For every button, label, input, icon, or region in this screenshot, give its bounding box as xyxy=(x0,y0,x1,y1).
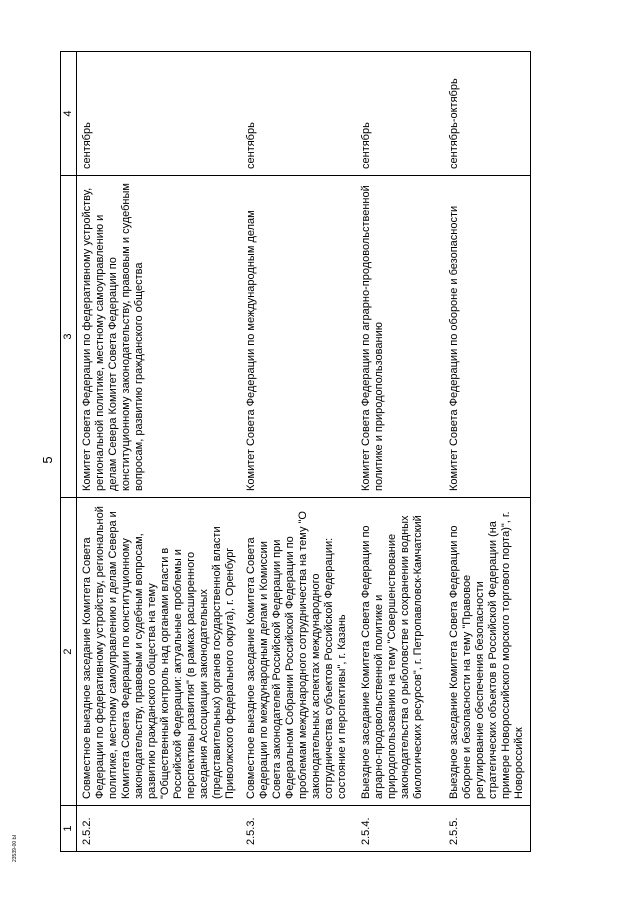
header-cell: 3 xyxy=(61,176,77,498)
table-header-row xyxy=(61,52,77,852)
header-cell: 4 xyxy=(61,52,77,176)
event-date: сентябрь-октябрь xyxy=(444,52,531,176)
responsible-committee: Комитет Совета Федерации по аграрно-продовольственной политике и природопользованию xyxy=(356,176,444,498)
responsible-committee: Комитет Совета Федерации по международным делам xyxy=(241,176,356,498)
event-description: Выездное заседание Комитета Совета Федерации по аграрно-продовольственной политике и природопользованию на тему "Совершенствование законодательства о рыболовстве и сохранении водных биологических ресурсов", г. Петропавловск-Камчатский xyxy=(356,498,444,806)
header-cell: 1 xyxy=(61,806,77,852)
header-cell: 2 xyxy=(61,498,77,806)
event-date: сентябрь xyxy=(356,52,444,176)
footer-code: 23539-00 Ы xyxy=(12,835,18,862)
event-description: Совместное выездное заседание Комитета Совета Федерации по международным делам и Комиссии Совета законодателей Российской Федерации при Федеральном Собрании Российской Федерации по проблемам международного сотрудничества на тему "О законодательных аспектах международного сотрудничества субъектов Российской Федерации: состояние и перспективы", г. Казань xyxy=(241,498,356,806)
table-row xyxy=(356,52,444,852)
schedule-table xyxy=(60,51,531,852)
event-date: сентябрь xyxy=(241,52,356,176)
row-number: 2.5.4. xyxy=(356,806,444,852)
row-number: 2.5.2. xyxy=(77,806,242,852)
table-row xyxy=(444,52,531,852)
rotated-table-wrapper xyxy=(60,52,525,852)
event-description: Выездное заседание Комитета Совета Федерации по обороне и безопасности на тему "Правовое регулирование обеспечения безопасности стратегических объектов в Российской Федерации (на примере Новороссийского морского торгового порта)", г. Новороссийск xyxy=(444,498,531,806)
responsible-committee: Комитет Совета Федерации по федеративному устройству, региональной политике, местному самоуправлению и делам Севера Комитет Совета Федерации по конституционному законодательству, правовым и судебным вопросам, развитию гражданского общества xyxy=(77,176,242,498)
table-row xyxy=(241,52,356,852)
event-description: Совместное выездное заседание Комитета Совета Федерации по федеративному устройству, региональной политике, местному самоуправлению и делам Севера и Комитета Совета Федерации по конституционному законодательству, правовым и судебным вопросам, развитию гражданского общества на тему "Общественный контроль над органами власти в Российской Федерации: актуальные проблемы и перспективы развития" (в рамках расширенного заседания Ассоциации законодательных (представительных) органов государственной власти Приволжского федерального округа), г. Оренбург xyxy=(77,498,242,806)
responsible-committee: Комитет Совета Федерации по обороне и безопасности xyxy=(444,176,531,498)
table-row xyxy=(77,52,242,852)
row-number: 2.5.3. xyxy=(241,806,356,852)
page-number: 5 xyxy=(40,456,55,464)
row-number: 2.5.5. xyxy=(444,806,531,852)
event-date: сентябрь xyxy=(77,52,242,176)
